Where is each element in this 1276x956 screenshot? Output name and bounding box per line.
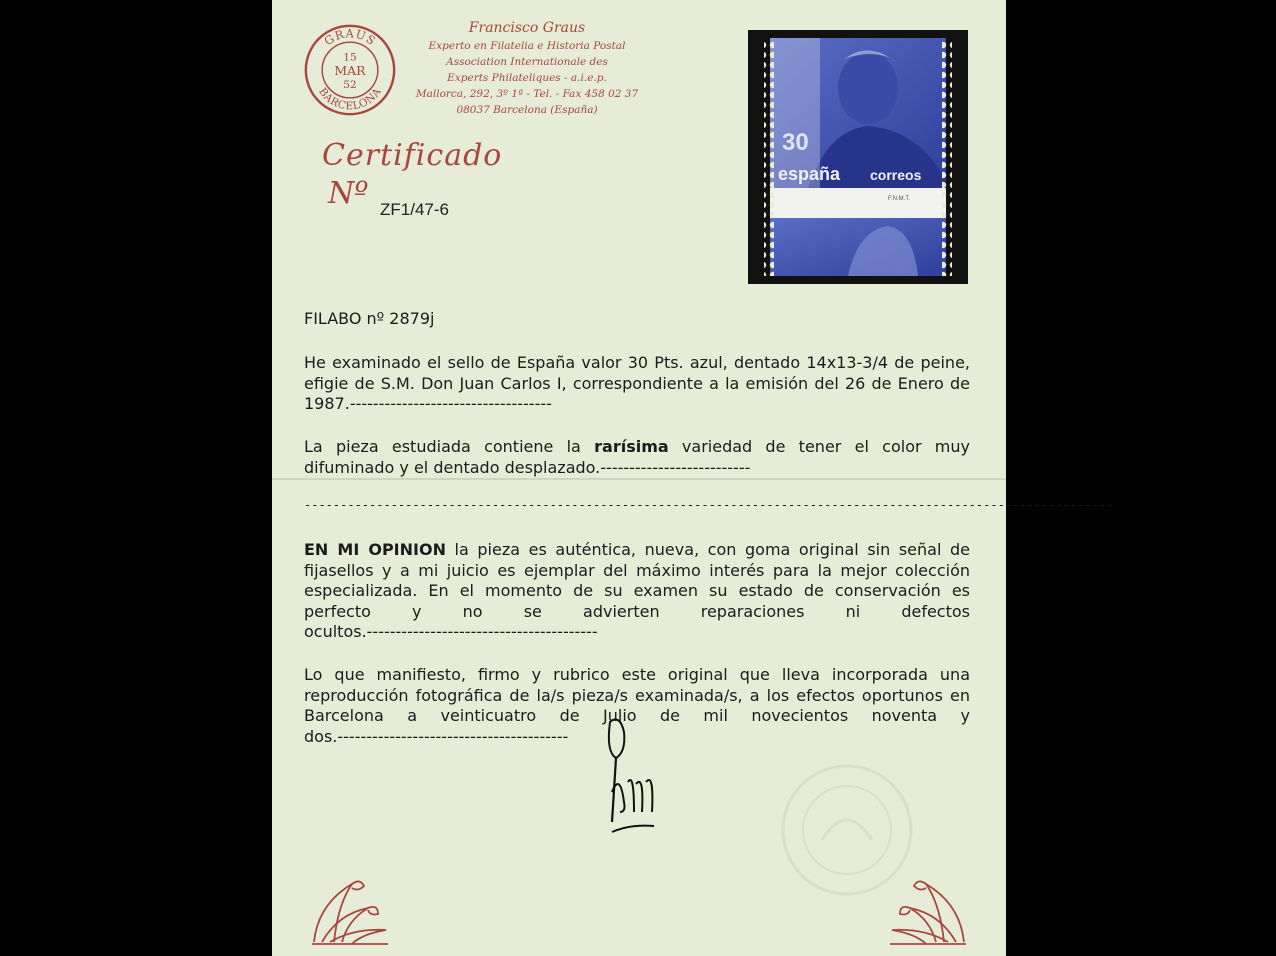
seal-month: MAR (334, 62, 366, 78)
letterhead (382, 18, 672, 118)
letterhead-name: Francisco Graus (468, 20, 586, 36)
dash-fill: ---------------------------------------- (366, 622, 598, 641)
letterhead-line: Mallorca, 292, 3º 1ª - Tel. - Fax 458 02 37 (415, 88, 639, 100)
paragraph-text: La pieza estudiada contiene la (304, 437, 595, 456)
certificate-number-label: Nº (328, 176, 369, 211)
paragraph-opinion (304, 540, 970, 643)
stamp-postage: correos (870, 167, 922, 183)
emphasis-text: EN MI OPINION (304, 540, 446, 559)
seal-day: 15 (343, 51, 357, 64)
corner-ornament-icon (308, 864, 392, 948)
seal-bottom-text: BARCELONA (316, 85, 384, 113)
stamp-value: 30 (782, 129, 809, 156)
certificate-title: Certificado (322, 138, 503, 173)
stamp-printer: F.N.M.T. (888, 196, 910, 202)
paragraph-variety (304, 437, 970, 478)
catalog-reference: FILABO nº 2879j (304, 309, 435, 328)
paragraph-text: He examinado el sello de España valor 30 Pts. azul, dentado 14x13-3/4 de peine, efigie de S.M. Don Juan Carlos I, correspondiente a la emisión del 26 de Enero de 1987. (304, 353, 970, 413)
paragraph-text: variedad de tener el color muy difuminado y el dentado desplazado. (304, 437, 971, 477)
certificate-page (272, 0, 1114, 956)
paragraph-text: Lo que manifiesto, firmo y rubrico este original que lleva incorporada una reproducción fotográfica de la/s pieza/s examinada/s, a los efectos oportunos en Barcelona a veinticuatro de Julio de mil novecientos noventa y dos. (304, 665, 970, 746)
stamp-image (748, 30, 968, 284)
letterhead-line: Experts Philateliques - a.i.e.p. (447, 72, 607, 84)
signature-icon (590, 712, 680, 842)
paragraph-description (304, 353, 970, 415)
dash-fill: -------------------------- (600, 457, 751, 477)
letterhead-line: 08037 Barcelona (España) (456, 104, 598, 116)
dash-separator: ---------------------------------------------------------------------------------------------------------------- (304, 498, 1114, 512)
seal-top-text: GRAUS (321, 26, 379, 49)
letterhead-line: Association Internationale des (446, 56, 608, 68)
stamp-country: españa (778, 164, 841, 184)
certificate-number: ZF1/47-6 (380, 200, 449, 219)
letterhead-line: Experto en Filatelia e Historia Postal (428, 40, 626, 52)
dash-fill: ----------------------------------- (349, 394, 552, 413)
corner-ornament-icon (886, 864, 970, 948)
paragraph-text: la pieza es auténtica, nueva, con goma original sin señal de fijasellos y a mi juicio es ejemplar del máximo interés para la mejor colección especializada. En el momento de su examen su estado de conservación es perfecto y no se advierten reparaciones ni defectos ocultos. (304, 540, 970, 641)
fold-line (272, 478, 1006, 480)
emphasis-text: rarísima (594, 437, 669, 456)
seal-year: 52 (343, 79, 357, 92)
dash-fill: ---------------------------------------- (337, 726, 569, 746)
